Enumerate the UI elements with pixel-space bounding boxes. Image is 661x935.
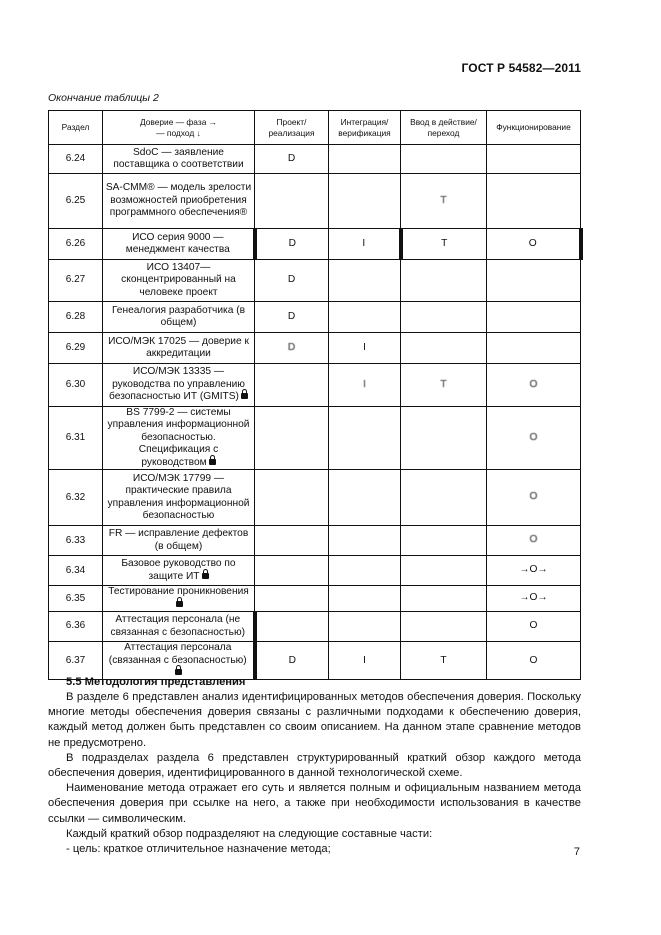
phase-cell-deployment: T: [401, 174, 487, 229]
section-cell: 6.25: [49, 174, 103, 229]
phase-cell-deployment: T: [401, 229, 487, 260]
phase-cell-operation: [487, 302, 581, 333]
phase-cell-design: [255, 612, 329, 642]
method-label: Тестирование проникновения: [108, 586, 249, 598]
phase-cell-integration: I: [329, 333, 401, 364]
section-cell: 6.24: [49, 145, 103, 174]
method-cell: [103, 407, 255, 470]
col-header-label: Доверие — фаза → — подход ↓: [139, 116, 218, 138]
table-row: [49, 333, 581, 364]
col-header-design: [255, 111, 329, 145]
phase-cell-deployment: T: [401, 642, 487, 680]
phase-cell-design: [255, 556, 329, 586]
table-row: [49, 302, 581, 333]
phase-cell-design: D: [255, 145, 329, 174]
method-cell: [103, 642, 255, 680]
phase-cell-integration: [329, 556, 401, 586]
section-cell: 6.31: [49, 407, 103, 470]
phase-cell-design: [255, 470, 329, 526]
table-row: [49, 145, 581, 174]
method-cell: [103, 145, 255, 174]
phase-cell-deployment: [401, 556, 487, 586]
col-header-label: Функционирование: [496, 122, 571, 133]
lock-icon: [175, 669, 182, 675]
phase-cell-operation: O: [487, 470, 581, 526]
table-row: [49, 586, 581, 612]
method-cell: [103, 302, 255, 333]
method-label: SdoC — заявление поставщика о соответствии: [113, 146, 244, 170]
method-label: Аттестация персонала (связанная с безопасностью): [108, 642, 247, 666]
phase-cell-deployment: [401, 302, 487, 333]
col-header-section: [49, 111, 103, 145]
method-cell: [103, 260, 255, 302]
method-label: ИСО/МЭК 13335 — руководства по управлению безопасностью ИТ (GMITS): [109, 366, 245, 403]
col-header-label: Ввод в действие/ переход: [410, 116, 477, 138]
table-header-row: [49, 111, 581, 145]
phase-cell-operation: O: [487, 612, 581, 642]
method-cell: [103, 174, 255, 229]
phase-cell-integration: I: [329, 364, 401, 407]
section-cell: 6.37: [49, 642, 103, 680]
phase-cell-integration: [329, 526, 401, 556]
phase-cell-integration: [329, 470, 401, 526]
phase-cell-deployment: [401, 586, 487, 612]
phase-cell-design: [255, 364, 329, 407]
phase-cell-integration: [329, 260, 401, 302]
col-header-integration: [329, 111, 401, 145]
phase-cell-integration: [329, 586, 401, 612]
phase-cell-deployment: [401, 333, 487, 364]
method-label: Генеалогия разработчика (в общем): [111, 304, 246, 328]
section-cell: 6.34: [49, 556, 103, 586]
table-row: [49, 556, 581, 586]
method-label: Аттестация персонала (не связанная с безопасностью): [110, 614, 245, 638]
phase-cell-deployment: [401, 407, 487, 470]
section-cell: 6.26: [49, 229, 103, 260]
section-body: [48, 690, 581, 857]
phase-cell-operation: O: [487, 526, 581, 556]
phase-cell-operation: O: [487, 229, 581, 260]
section-cell: 6.35: [49, 586, 103, 612]
method-cell: [103, 556, 255, 586]
phase-cell-design: [255, 526, 329, 556]
method-cell: [103, 364, 255, 407]
paragraph: Каждый краткий обзор подразделяют на следующие составные части:: [66, 827, 433, 840]
phase-cell-integration: [329, 612, 401, 642]
phase-cell-operation: →O→: [487, 556, 581, 586]
col-header-deployment: [401, 111, 487, 145]
phase-cell-operation: [487, 260, 581, 302]
section-cell: 6.32: [49, 470, 103, 526]
phase-cell-design: D: [255, 642, 329, 680]
table-row: [49, 612, 581, 642]
method-label: ИСО/МЭК 17025 — доверие к аккредитации: [108, 335, 249, 359]
phase-cell-operation: O: [487, 642, 581, 680]
section-heading: 5.5 Методология представления: [66, 676, 246, 688]
method-label: FR — исправление дефектов (в общем): [108, 528, 249, 552]
phase-cell-design: D: [255, 302, 329, 333]
method-label: SA-CMM® — модель зрелости возможностей приобретения программного обеспечения®: [105, 182, 252, 219]
method-cell: [103, 333, 255, 364]
method-label: ИСО/МЭК 17799 — практические правила управления информационной безопасностью: [107, 472, 250, 522]
paragraph: В подразделах раздела 6 представлен структурированный краткий обзор каждого метода обеспечения доверия, идентифицированного в данной технологической схеме.: [48, 751, 581, 780]
table-caption: Окончание таблицы 2: [48, 92, 159, 104]
phase-cell-deployment: [401, 145, 487, 174]
paragraph: Наименование метода отражает его суть и является полным и официальным названием метода обеспечения доверия при ссылке на него, а также при необходимости использования в качестве ссылки — символическим.: [48, 782, 581, 825]
col-header-approach: [103, 111, 255, 145]
table-row: [49, 174, 581, 229]
phase-cell-integration: I: [329, 229, 401, 260]
phase-cell-deployment: [401, 260, 487, 302]
phase-cell-operation: →O→: [487, 586, 581, 612]
table-row: [49, 364, 581, 407]
table-row: [49, 229, 581, 260]
method-label: BS 7799-2 — системы управления информационной безопасностью. Спецификация с руководством: [107, 407, 250, 468]
phase-cell-integration: [329, 174, 401, 229]
section-cell: 6.28: [49, 302, 103, 333]
phase-cell-design: [255, 174, 329, 229]
phase-cell-design: D: [255, 260, 329, 302]
method-cell: [103, 229, 255, 260]
phase-cell-integration: [329, 302, 401, 333]
section-cell: 6.33: [49, 526, 103, 556]
method-cell: [103, 612, 255, 642]
method-cell: [103, 586, 255, 612]
assurance-methods-table: [48, 110, 583, 680]
phase-cell-operation: O: [487, 364, 581, 407]
lock-icon: [176, 601, 183, 607]
phase-cell-deployment: T: [401, 364, 487, 407]
table-row: [49, 526, 581, 556]
document-code: ГОСТ Р 54582—2011: [461, 61, 581, 75]
section-cell: 6.27: [49, 260, 103, 302]
phase-cell-operation: [487, 174, 581, 229]
section-cell: 6.30: [49, 364, 103, 407]
col-header-operation: [487, 111, 581, 145]
method-cell: [103, 526, 255, 556]
method-label: ИСО 13407— сконцентрированный на человеке проект: [121, 261, 236, 298]
table-row: [49, 407, 581, 470]
method-cell: [103, 470, 255, 526]
col-header-label: Раздел: [61, 122, 90, 133]
phase-cell-deployment: [401, 526, 487, 556]
col-header-label: Проект/ реализация: [268, 116, 315, 138]
table-row: [49, 260, 581, 302]
paragraph: - цель: краткое отличительное назначение метода;: [66, 843, 331, 856]
section-cell: 6.29: [49, 333, 103, 364]
method-label: ИСО серия 9000 — менеджмент качества: [125, 231, 230, 255]
lock-icon: [202, 573, 209, 579]
lock-icon: [241, 393, 248, 399]
phase-cell-operation: [487, 145, 581, 174]
page-number: 7: [573, 846, 580, 858]
phase-cell-integration: [329, 407, 401, 470]
paragraph: В разделе 6 представлен анализ идентифицированных методов обеспечения доверия. Поскольку многие методы обеспечения доверия связаны с различными подходами к обеспечению доверия, каждый метод должен быть представлен со своим описанием. На данном этапе сравнение методов не предусмотрено.: [48, 691, 581, 749]
col-header-label: Интеграция/ верификация: [338, 116, 391, 138]
section-cell: 6.36: [49, 612, 103, 642]
table-row: [49, 642, 581, 680]
phase-cell-design: D: [255, 229, 329, 260]
phase-cell-operation: O: [487, 407, 581, 470]
phase-cell-deployment: [401, 470, 487, 526]
table-row: [49, 470, 581, 526]
phase-cell-operation: [487, 333, 581, 364]
lock-icon: [209, 459, 216, 465]
phase-cell-deployment: [401, 612, 487, 642]
phase-cell-design: D: [255, 333, 329, 364]
phase-cell-design: [255, 407, 329, 470]
method-label: Базовое руководство по защите ИТ: [121, 558, 236, 582]
phase-cell-integration: I: [329, 642, 401, 680]
phase-cell-design: [255, 586, 329, 612]
phase-cell-integration: [329, 145, 401, 174]
